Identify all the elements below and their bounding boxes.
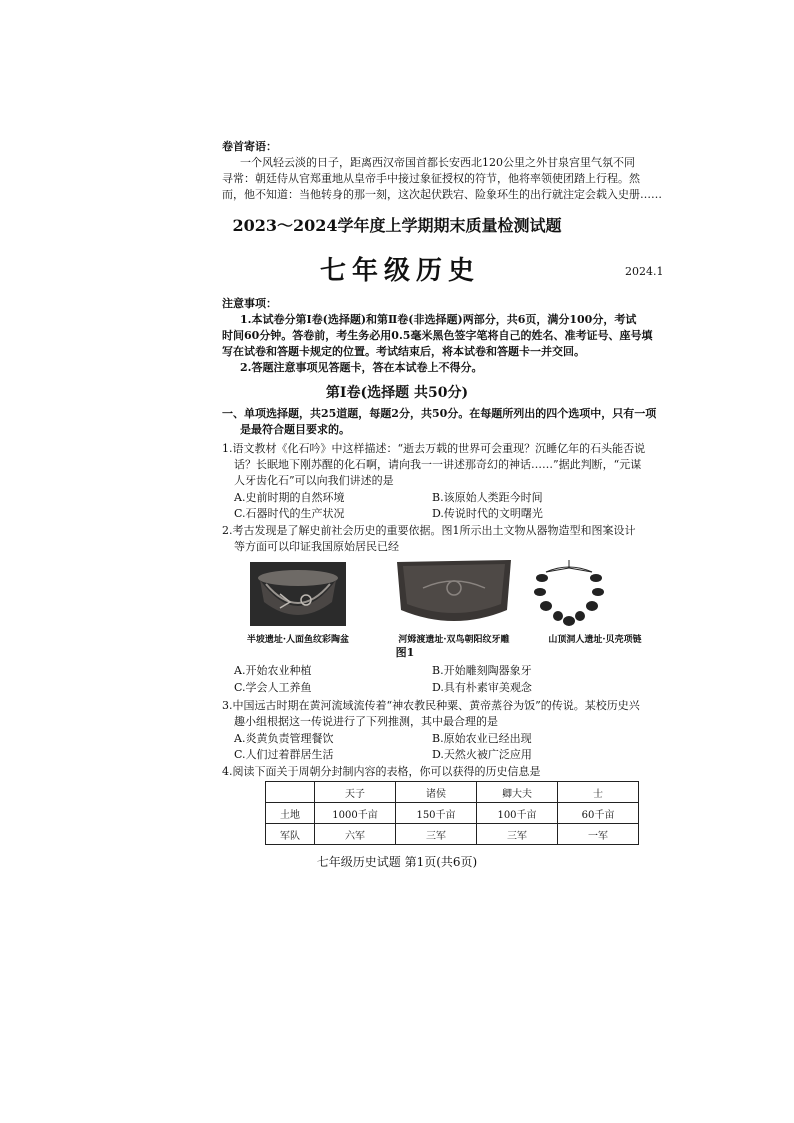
question-1-option-d[interactable]: D.传说时代的文明曙光 xyxy=(432,507,543,520)
table-cell: 军队 xyxy=(266,824,315,845)
table-header-row xyxy=(266,782,639,803)
table-cell: 三军 xyxy=(396,824,477,845)
section-instruction: 一、单项选择题，共25道题，每题2分，共50分。在每题所列出的四个选项中，只有一项 xyxy=(222,407,657,420)
question-1-stem: 话？长眠地下刚苏醒的化石啊，请向我一一讲述那奇幻的神话……”据此判断，“元谋 xyxy=(234,458,642,471)
question-4-stem: 4.阅读下面关于周朝分封制内容的表格，你可以获得的历史信息是 xyxy=(222,765,541,778)
section-title: 第Ⅰ卷(选择题 共50分) xyxy=(325,385,469,401)
figure-label: 图1 xyxy=(395,646,415,659)
preface-line: 寻常：朝廷侍从官郑重地从皇帝手中接过象征授权的符节，他将率领使团踏上行程。然 xyxy=(222,172,640,185)
question-1-option-b[interactable]: B.该原始人类距今时间 xyxy=(432,491,543,504)
table-cell: 土地 xyxy=(266,803,315,824)
question-1-option-c[interactable]: C.石器时代的生产状况 xyxy=(234,507,345,520)
table-cell: 一军 xyxy=(558,824,639,845)
exam-date: 2024.1 xyxy=(625,265,664,278)
table-header-cell: 诸侯 xyxy=(396,782,477,803)
shell-necklace-image xyxy=(532,558,606,628)
table-row xyxy=(266,803,639,824)
table-cell: 150千亩 xyxy=(396,803,477,824)
notice-heading: 注意事项： xyxy=(222,297,277,310)
question-2-option-c[interactable]: C.学会人工养鱼 xyxy=(234,681,312,694)
table-cell: 100千亩 xyxy=(477,803,558,824)
notice-line: 时间60分钟。答卷前，考生务必用0.5毫米黑色签字笔将自己的姓名、准考证号、座号填 xyxy=(222,329,653,342)
exam-title: 2023～2024学年度上学期期末质量检测试题 xyxy=(232,216,562,235)
question-1-stem: 人牙齿化石”可以向我们讲述的是 xyxy=(234,474,394,487)
table-header-cell: 士 xyxy=(558,782,639,803)
notice-line: 写在试卷和答题卡规定的位置。考试结束后，将本试卷和答题卡一并交回。 xyxy=(222,345,585,358)
painted-pottery-basin-image xyxy=(250,562,346,626)
question-3-option-b[interactable]: B.原始农业已经出现 xyxy=(432,732,532,745)
question-1-stem: 1.语文教材《化石吟》中这样描述：“逝去万载的世界可会重现？沉睡亿年的石头能否说 xyxy=(222,442,646,455)
table-header-cell xyxy=(266,782,315,803)
question-3-option-a[interactable]: A.炎黄负责管理餐饮 xyxy=(234,732,334,745)
fief-system-table xyxy=(265,781,639,845)
figure-caption-hemudu: 河姆渡遗址·双鸟朝阳纹牙雕 xyxy=(398,635,510,645)
table-header-cell: 天子 xyxy=(315,782,396,803)
notice-line: 1.本试卷分第Ⅰ卷(选择题)和第Ⅱ卷(非选择题)两部分，共6页，满分100分，考试 xyxy=(240,313,637,326)
figure-caption-shandingdong: 山顶洞人遗址·贝壳项链 xyxy=(548,635,642,645)
notice-line: 2.答题注意事项见答题卡，答在本试卷上不得分。 xyxy=(240,361,483,374)
question-2-stem: 2.考古发现是了解史前社会历史的重要依据。图1所示出土文物从器物造型和图案设计 xyxy=(222,524,636,537)
question-1-option-a[interactable]: A.史前时期的自然环境 xyxy=(234,491,345,504)
table-row xyxy=(266,824,639,845)
page-footer: 七年级历史试题 第1页(共6页) xyxy=(316,855,478,869)
table-cell: 60千亩 xyxy=(558,803,639,824)
question-2-stem: 等方面可以印证我国原始居民已经 xyxy=(234,540,399,553)
preface-line: 而，他不知道：当他转身的那一刻，这次起伏跌宕、险象环生的出行就注定会载入史册…… xyxy=(222,188,662,201)
table-cell: 三军 xyxy=(477,824,558,845)
question-3-stem: 3.中国远古时期在黄河流域流传着“神农教民种粟、黄帝蒸谷为饭”的传说。某校历史兴 xyxy=(222,699,640,712)
subject-title: 七年级历史 xyxy=(320,256,481,286)
question-3-option-c[interactable]: C.人们过着群居生活 xyxy=(234,748,334,761)
table-header-cell: 卿大夫 xyxy=(477,782,558,803)
question-3-option-d[interactable]: D.天然火被广泛应用 xyxy=(432,748,532,761)
question-2-option-b[interactable]: B.开始雕刻陶器象牙 xyxy=(432,664,532,677)
figure-caption-banpo: 半坡遗址·人面鱼纹彩陶盆 xyxy=(246,635,350,645)
question-2-option-a[interactable]: A.开始农业种植 xyxy=(234,664,312,677)
section-instruction: 是最符合题目要求的。 xyxy=(240,423,350,436)
preface-heading: 卷首寄语： xyxy=(222,140,277,153)
question-2-option-d[interactable]: D.具有朴素审美观念 xyxy=(432,681,532,694)
table-cell: 1000千亩 xyxy=(315,803,396,824)
ivory-carving-image xyxy=(393,558,515,628)
question-3-stem: 趣小组根据这一传说进行了下列推测，其中最合理的是 xyxy=(234,715,498,728)
table-cell: 六军 xyxy=(315,824,396,845)
preface-line: 一个风轻云淡的日子，距离西汉帝国首都长安西北120公里之外甘泉宫里气氛不同 xyxy=(240,156,635,169)
